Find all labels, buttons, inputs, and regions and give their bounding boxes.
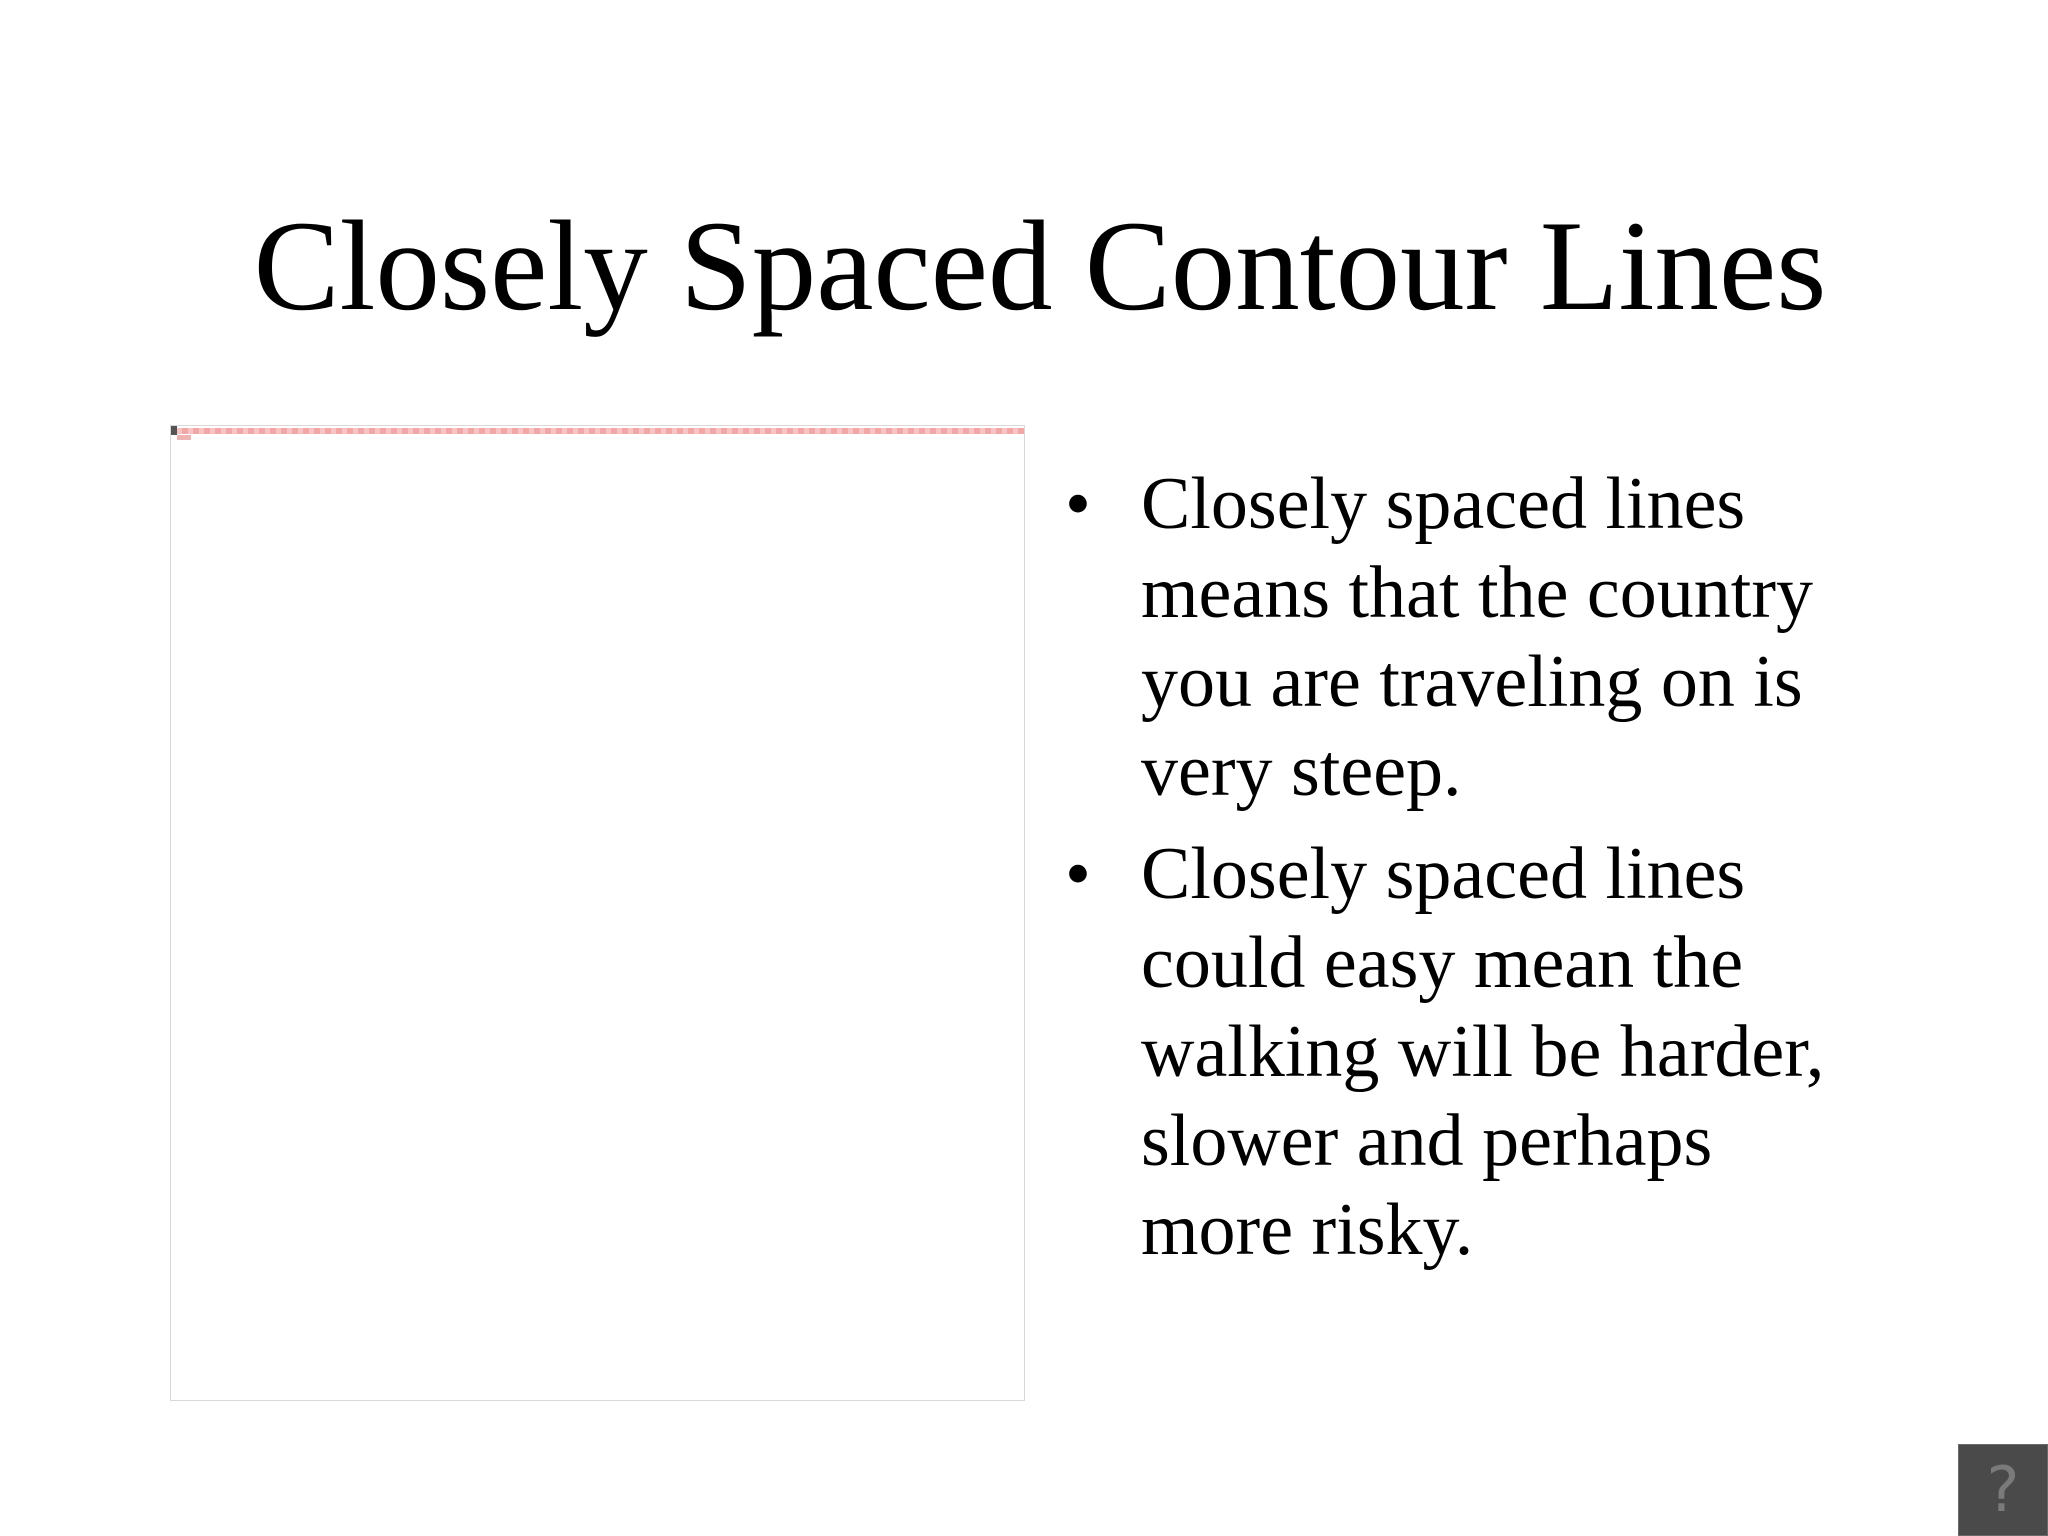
- image-loading-strip: [171, 428, 1024, 434]
- image-placeholder-tag: [177, 435, 191, 440]
- contour-map-image: [170, 425, 1025, 1401]
- bullet-list: [1058, 460, 1878, 1289]
- bullet-item: [1058, 460, 1878, 816]
- bullet-icon: •: [1065, 463, 1091, 545]
- bullet-item: [1058, 830, 1878, 1275]
- bullet-text: Closely spaced lines means that the country you are traveling on is very steep.: [1141, 463, 1813, 812]
- slide-title: Closely Spaced Contour Lines: [253, 194, 1827, 337]
- bullet-text: Closely spaced lines could easy mean the walking will be harder, slower and perhaps more risky.: [1141, 833, 1825, 1271]
- broken-image-icon: [171, 426, 177, 435]
- help-button[interactable]: [1958, 1444, 2048, 1536]
- help-question-icon: ?: [1986, 1453, 2020, 1526]
- bullet-icon: •: [1065, 833, 1091, 915]
